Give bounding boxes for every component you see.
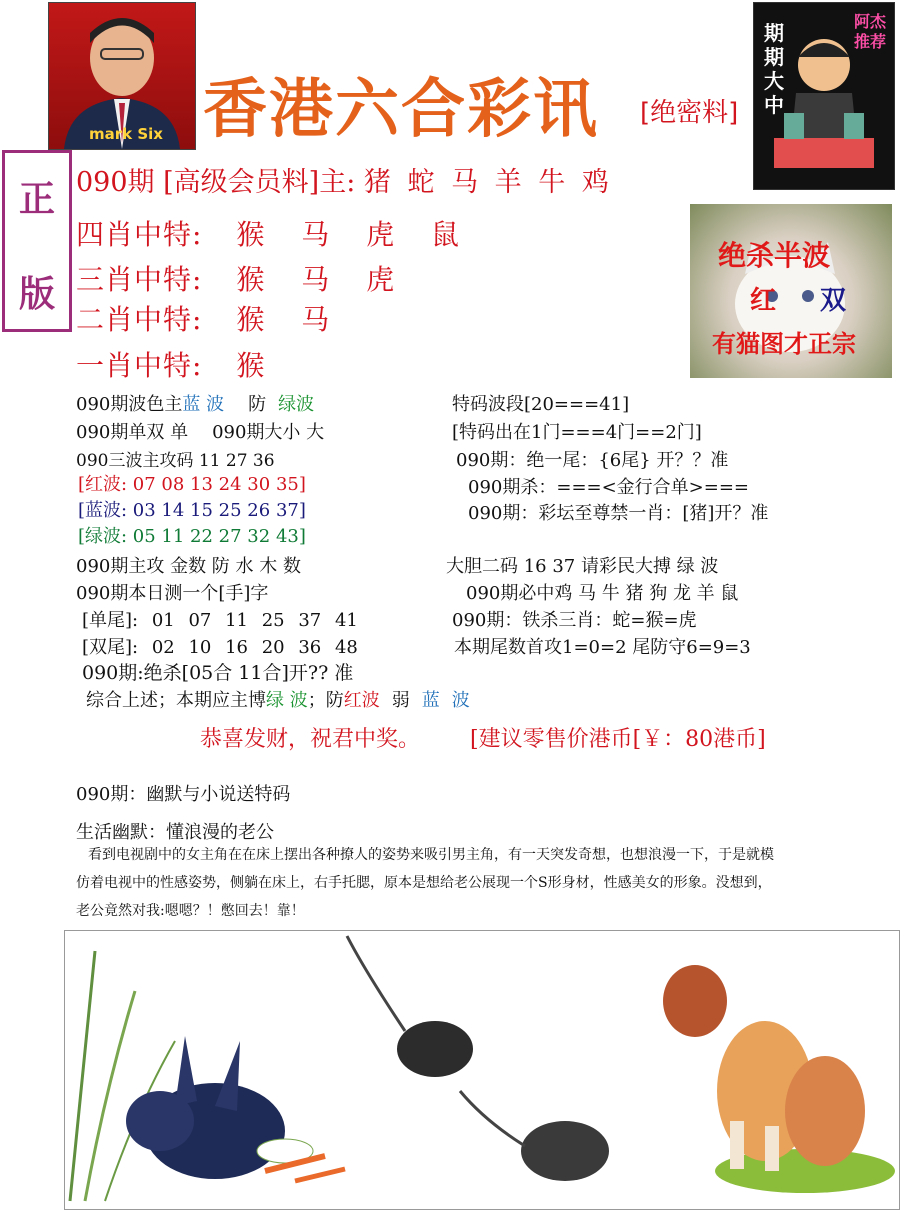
mascot-text-4: 中: [764, 93, 784, 117]
mascot-text-3: 大: [764, 69, 784, 93]
mascot-image: [753, 2, 895, 190]
price-text: [建议零售价港币[￥：80港币]: [470, 727, 766, 752]
authentic-badge: [2, 150, 72, 332]
forbidden-line: 090期：彩坛至尊禁一肖：[猪]开？准: [468, 503, 769, 524]
issue-label: 090期: [76, 167, 155, 198]
four-pick-label: 四肖中特:: [76, 218, 203, 251]
odd-even: 090期单双 单: [76, 422, 189, 443]
one-pick-label: 一肖中特:: [76, 349, 203, 382]
animals-icon: [65, 931, 899, 1209]
badge-char-2: 版: [18, 273, 55, 315]
green-wave-line: [绿波: 05 11 22 27 32 43]: [78, 526, 306, 547]
wave-line: [76, 390, 314, 416]
five-elem-line: 090期主攻 金数 防 水 木 数: [76, 556, 301, 577]
three-pick-animals: 猴 马 虎: [236, 263, 396, 296]
red-wave-line: [红波: 07 08 13 24 30 35]: [78, 474, 306, 495]
four-pick: [76, 213, 460, 253]
mascot-text-6: 推荐: [854, 32, 887, 51]
wave-main: 蓝 波: [182, 394, 225, 415]
animal-illustration: [64, 930, 900, 1210]
promo-red: 红: [750, 286, 777, 316]
wave-guard-color: 绿波: [278, 394, 315, 415]
one-pick-animals: 猴: [236, 349, 266, 382]
wave-guard: 防: [248, 394, 267, 415]
two-pick: [76, 298, 330, 338]
mascot-text-5: 阿杰: [854, 12, 887, 31]
summary-weak-a: 蓝: [421, 690, 440, 711]
summary-weak: 弱: [391, 690, 410, 711]
tail-attack-line: 本期尾数首攻1=0=2 尾防守6=9=3: [454, 637, 751, 658]
cat-promo-image: [690, 204, 892, 378]
story-heading: 090期：幽默与小说送特码: [76, 784, 291, 805]
must-hit-line: 090期必中鸡 马 牛 猪 狗 龙 羊 鼠: [466, 583, 739, 604]
promo-line-1: 绝杀半波: [718, 239, 831, 272]
mascot-text-1: 期: [764, 21, 784, 45]
summary-main: 绿 波: [266, 690, 308, 711]
char-test-line: 090期本日测一个[手]字: [76, 583, 269, 604]
story-line-2: 仿着电视中的性感姿势，侧躺在床上，右手托腮，原本是想给老公展现一个S形身材，性感美女的形象。没想到，: [76, 875, 772, 891]
portrait-caption: mark Six: [89, 125, 163, 143]
three-pick: [76, 258, 395, 298]
one-pick: [76, 344, 265, 384]
four-pick-animals: 猴 马 虎 鼠: [236, 218, 461, 251]
story-line-3: 老公竟然对我:嗯嗯？！憋回去！靠！: [76, 903, 305, 919]
odd-even-line: [76, 418, 324, 444]
wave-prefix: 090期波色主: [76, 394, 183, 415]
promo-line-3: 有猫图才正宗: [712, 329, 856, 358]
two-pick-label: 二肖中特:: [76, 303, 203, 336]
summary-weak-b: 波: [451, 690, 470, 711]
two-codes-line: 大胆二码 16 37 请彩民大搏 绿 波: [446, 556, 719, 577]
two-pick-animals: 猴 马: [236, 303, 331, 336]
single-tail-line: [单尾]: 01 07 11 25 37 41: [82, 610, 358, 631]
story-title: 生活幽默：懂浪漫的老公: [76, 822, 274, 843]
badge-char-1: 正: [18, 178, 55, 220]
kill-line: 090期:绝杀[05合 11合]开?? 准: [82, 662, 354, 684]
member-label: [高级会员料]主:: [163, 167, 356, 198]
three-wave-line: 090三波主攻码 11 27 36: [76, 451, 275, 471]
promo-double: 双: [820, 286, 847, 316]
congrats-text: 恭喜发财，祝君中奖。: [200, 727, 421, 752]
three-pick-label: 三肖中特:: [76, 263, 203, 296]
portrait-photo: [48, 2, 196, 150]
summary-prefix: 综合上述；本期应主博: [86, 690, 266, 711]
special-door: [特码出在1门===4门==2门]: [452, 422, 702, 443]
mascot-text-2: 期: [764, 45, 784, 69]
kill-right: 090期杀：===<金行合单>===: [468, 477, 750, 498]
member-animals: 猪 蛇 马 羊 牛 鸡: [363, 167, 613, 198]
one-tail: 090期：绝一尾：{6尾} 开？？准: [456, 450, 729, 471]
kill-three-line: 090期：铁杀三肖：蛇=猴=虎: [452, 610, 697, 631]
special-range: 特码波段[20===41]: [452, 394, 630, 415]
summary-line: [86, 686, 470, 712]
summary-sep: ；防: [307, 690, 344, 711]
big-small: 090期大小 大: [212, 422, 325, 443]
page-title: 香港六合彩讯: [203, 73, 599, 147]
blue-wave-line: [蓝波: 03 14 15 25 26 37]: [78, 500, 306, 521]
summary-guard: 红波: [343, 690, 380, 711]
title-tag: [绝密料]: [640, 98, 739, 128]
story-line-1: 看到电视剧中的女主角在在床上摆出各种撩人的姿势来吸引男主角，有一天突发奇想，也想浪漫一下，于是就模: [88, 847, 774, 863]
double-tail-line: [双尾]: 02 10 16 20 36 48: [82, 637, 358, 658]
member-picks-line: [76, 160, 613, 199]
